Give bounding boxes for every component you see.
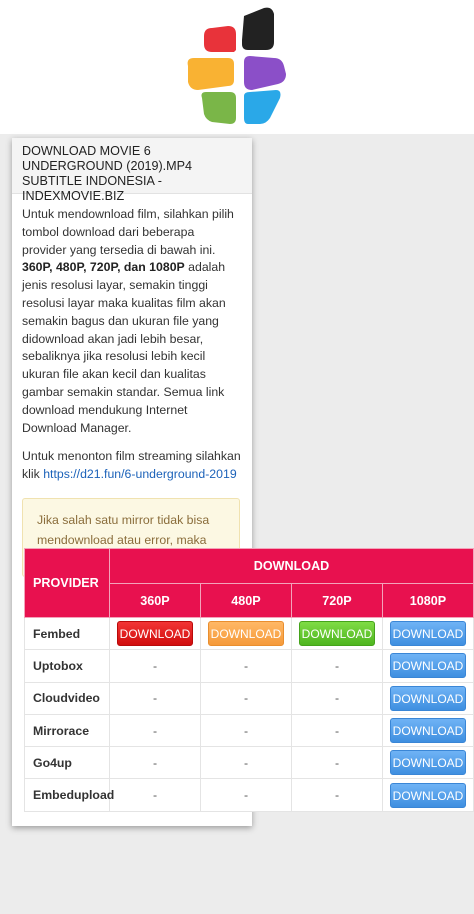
unavailable-dash: - — [152, 788, 158, 803]
download-button-1080[interactable]: DOWNLOAD — [390, 621, 466, 646]
table-row — [25, 747, 474, 779]
download-cell-480 — [201, 714, 292, 746]
site-logo-icon[interactable] — [182, 6, 292, 126]
logo-petal-orange — [188, 58, 234, 90]
logo-petal-green — [202, 92, 237, 124]
res-header-720: 720P — [292, 584, 383, 618]
download-cell-720 — [292, 747, 383, 779]
unavailable-dash: - — [152, 658, 158, 673]
card-body — [12, 194, 252, 577]
download-cell-360 — [110, 682, 201, 714]
unavailable-dash: - — [243, 723, 249, 738]
stream-link[interactable]: https://d21.fun/6-underground-2019 — [43, 467, 237, 482]
download-cell-480 — [201, 650, 292, 682]
intro-resolutions: 360P, 480P, 720P, dan 1080P — [22, 260, 185, 275]
download-cell-480 — [201, 618, 292, 650]
download-cell-720 — [292, 682, 383, 714]
download-cell-1080 — [383, 618, 474, 650]
card-header — [12, 138, 252, 203]
download-cell-1080 — [383, 650, 474, 682]
download-header: DOWNLOAD — [110, 549, 474, 584]
download-button-1080[interactable]: DOWNLOAD — [390, 718, 466, 743]
unavailable-dash: - — [152, 723, 158, 738]
download-cell-480 — [201, 682, 292, 714]
res-header-1080: 1080P — [383, 584, 474, 618]
unavailable-dash: - — [152, 755, 158, 770]
unavailable-dash: - — [334, 691, 340, 706]
provider-header: PROVIDER — [25, 549, 110, 618]
download-table — [24, 548, 474, 812]
download-button-1080[interactable]: DOWNLOAD — [390, 653, 466, 678]
provider-name: Cloudvideo — [25, 682, 110, 714]
card-title: DOWNLOAD MOVIE 6 UNDERGROUND (2019).MP4 SUBTITLE INDONESIA - INDEXMOVIE.BIZ — [22, 144, 193, 203]
unavailable-dash: - — [334, 658, 340, 673]
provider-name: Uptobox — [25, 650, 110, 682]
download-cell-720 — [292, 618, 383, 650]
table-row — [25, 682, 474, 714]
download-cell-1080 — [383, 714, 474, 746]
unavailable-dash: - — [243, 755, 249, 770]
download-button-480[interactable]: DOWNLOAD — [208, 621, 284, 646]
unavailable-dash: - — [243, 691, 249, 706]
download-cell-720 — [292, 714, 383, 746]
download-cell-1080 — [383, 779, 474, 811]
download-cell-720 — [292, 779, 383, 811]
stream-paragraph — [22, 448, 242, 484]
unavailable-dash: - — [334, 788, 340, 803]
logo-petal-purple — [244, 56, 286, 90]
provider-name: Embedupload — [25, 779, 110, 811]
download-cell-480 — [201, 779, 292, 811]
download-cell-360 — [110, 747, 201, 779]
download-button-720[interactable]: DOWNLOAD — [299, 621, 375, 646]
download-cell-480 — [201, 747, 292, 779]
logo-petal-red — [204, 26, 236, 52]
unavailable-dash: - — [334, 755, 340, 770]
unavailable-dash: - — [334, 723, 340, 738]
table-row — [25, 650, 474, 682]
table-row — [25, 714, 474, 746]
intro-text-start: Untuk mendownload film, silahkan pilih tombol download dari beberapa provider yang tersedia di bawah ini. — [22, 207, 234, 257]
table-row — [25, 618, 474, 650]
logo-petal-blue — [244, 90, 281, 124]
download-button-1080[interactable]: DOWNLOAD — [390, 686, 466, 711]
download-cell-1080 — [383, 682, 474, 714]
res-header-480: 480P — [201, 584, 292, 618]
intro-text-end: adalah jenis resolusi layar, semakin tinggi resolusi layar maka kualitas film akan semakin bagus dan ukuran file yang didownload akan jadi lebih besar, sebaliknya jika resolusi lebih kecil ukuran file akan kecil dan kualitas gambar semakin standar. Semua link download mendukung Internet Download Manager. — [22, 260, 226, 435]
download-button-360[interactable]: DOWNLOAD — [117, 621, 193, 646]
download-button-1080[interactable]: DOWNLOAD — [390, 750, 466, 775]
download-cell-720 — [292, 650, 383, 682]
res-header-360: 360P — [110, 584, 201, 618]
download-cell-360 — [110, 618, 201, 650]
download-cell-360 — [110, 714, 201, 746]
provider-name: Go4up — [25, 747, 110, 779]
provider-name: Mirrorace — [25, 714, 110, 746]
site-header — [0, 0, 474, 134]
intro-paragraph — [22, 206, 242, 437]
unavailable-dash: - — [243, 658, 249, 673]
download-cell-360 — [110, 779, 201, 811]
unavailable-dash: - — [243, 788, 249, 803]
unavailable-dash: - — [152, 691, 158, 706]
logo-petal-black — [242, 8, 274, 50]
mirror-alert: Jika salah satu mirror tidak bisa mendownload atau error, maka — [22, 498, 240, 577]
table-row — [25, 779, 474, 811]
download-button-1080[interactable]: DOWNLOAD — [390, 783, 466, 808]
stream-text: Untuk menonton film streaming silahkan klik — [22, 449, 241, 482]
download-table-wrapper — [24, 548, 474, 812]
provider-name: Fembed — [25, 618, 110, 650]
download-cell-360 — [110, 650, 201, 682]
download-cell-1080 — [383, 747, 474, 779]
